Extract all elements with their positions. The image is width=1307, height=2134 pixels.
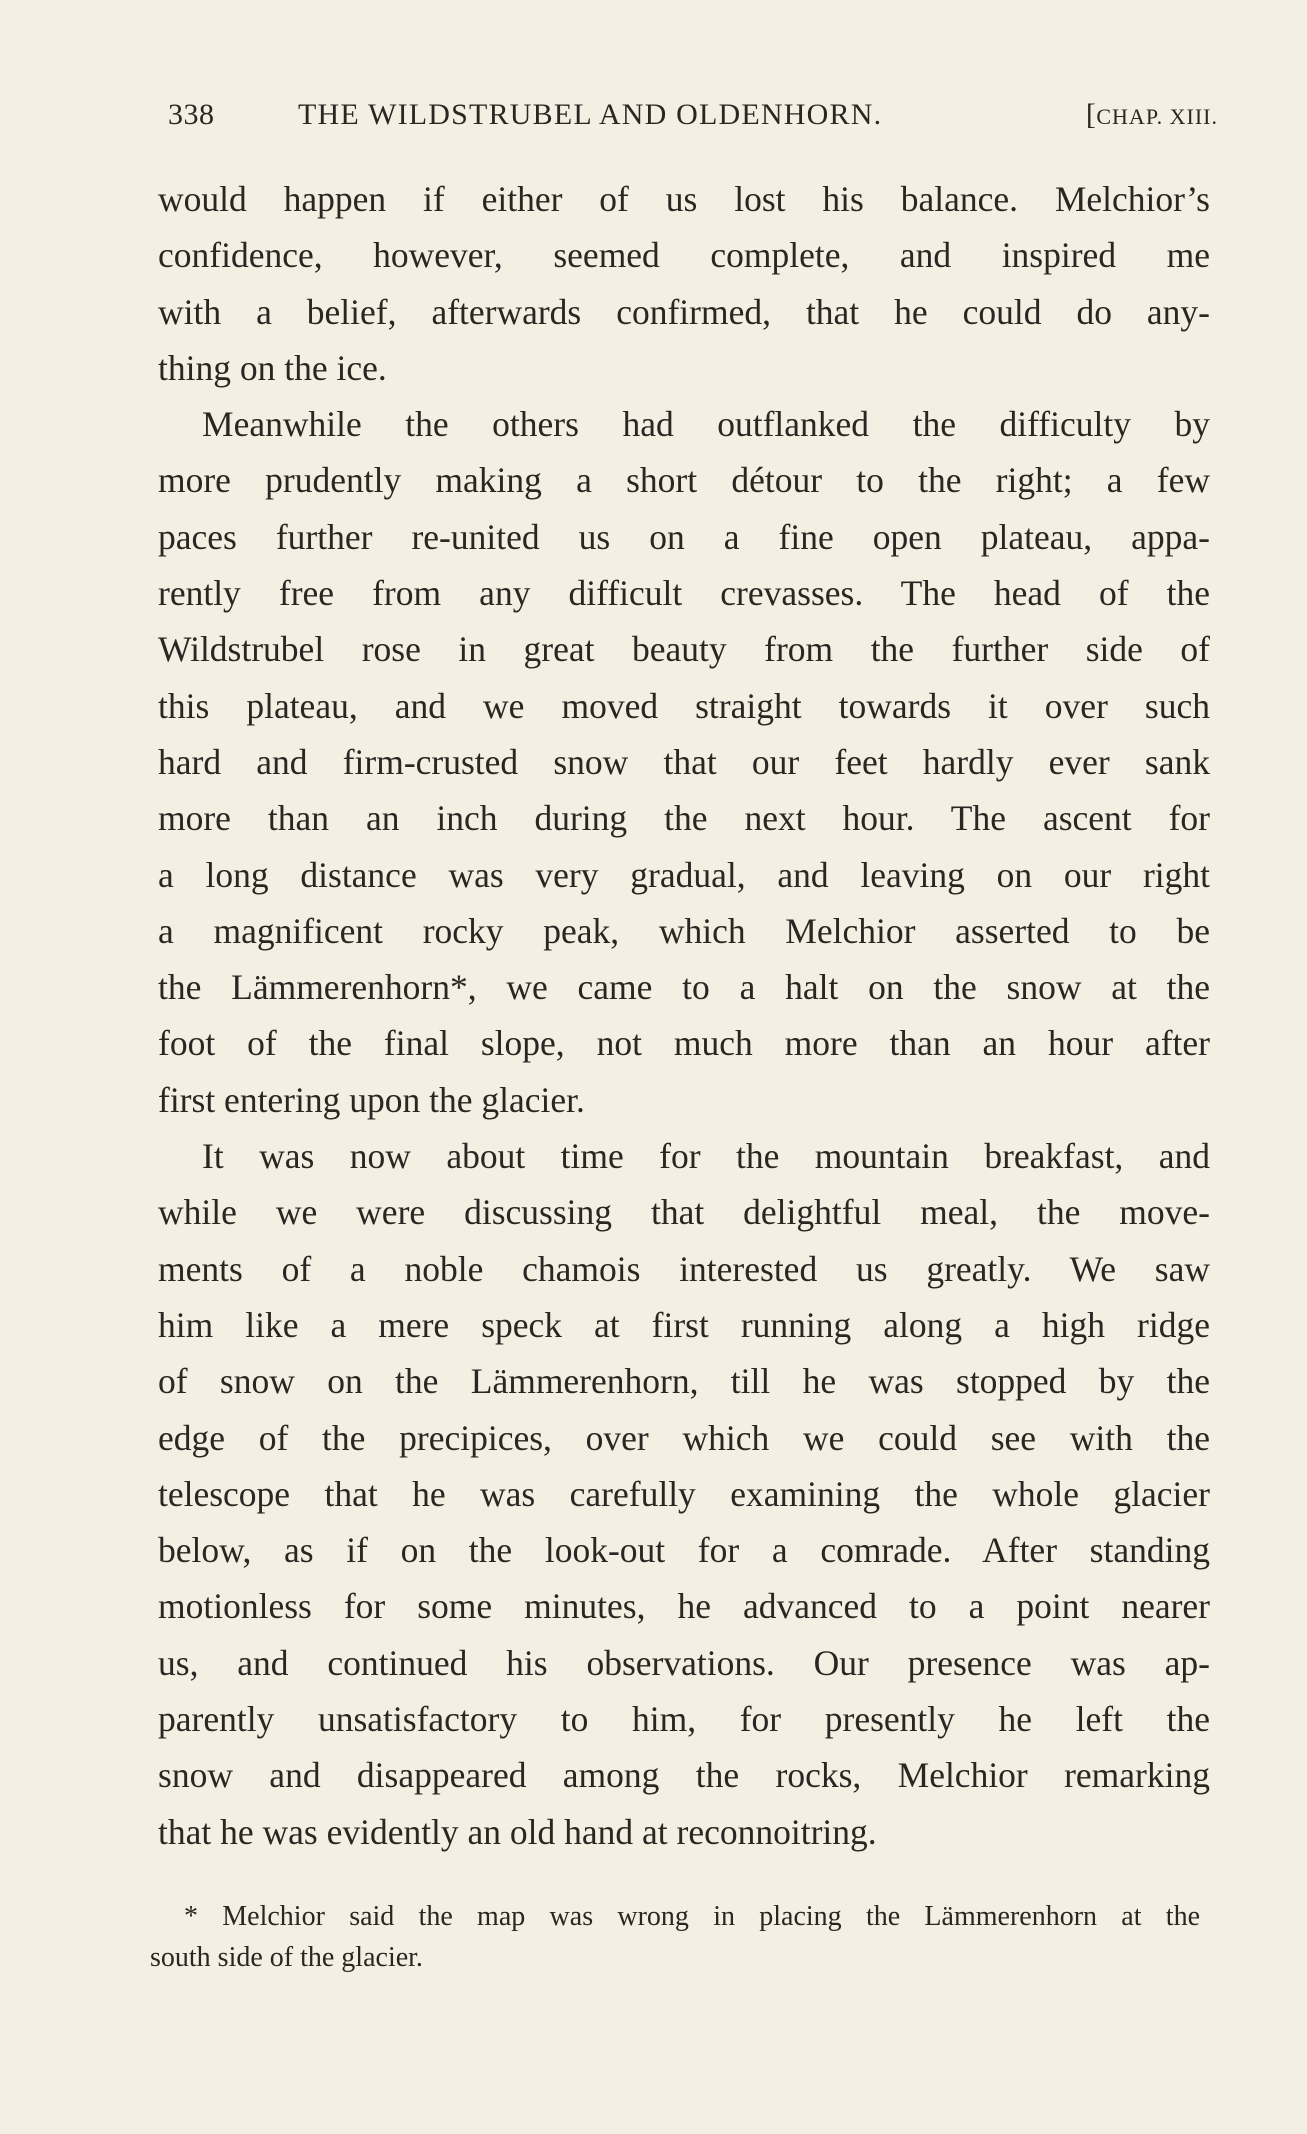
paragraph-3	[158, 1128, 1210, 1860]
paragraph-2	[158, 396, 1210, 1128]
paragraph-1	[158, 171, 1210, 396]
footnote-line: south side of the glacier.	[150, 1942, 423, 1973]
text-line: a long distance was very gradual, and leaving on our right	[158, 854, 1210, 895]
page-number: 338	[168, 98, 215, 131]
text-line: It was now about time for the mountain breakfast, and	[202, 1136, 1210, 1177]
chapter-title: THE WILDSTRUBEL AND OLDENHORN.	[298, 98, 883, 131]
text-line: Wildstrubel rose in great beauty from the further side of	[158, 629, 1210, 670]
text-line: first entering upon the glacier.	[158, 1079, 585, 1120]
body-text	[158, 171, 1210, 1860]
text-line: would happen if either of us lost his balance. Melchior’s	[158, 179, 1210, 219]
text-line: while we were discussing that delightful meal, the move-	[158, 1192, 1210, 1233]
chapter-bracket: [	[1085, 98, 1097, 131]
text-line: snow and disappeared among the rocks, Melchior remarking	[158, 1755, 1210, 1796]
text-line: more prudently making a short détour to the right; a few	[158, 460, 1210, 501]
chapter-label	[1086, 98, 1218, 132]
text-line: Meanwhile the others had outflanked the difficulty by	[202, 404, 1210, 445]
text-line: of snow on the Lämmerenhorn, till he was stopped by the	[158, 1361, 1210, 1402]
text-line: foot of the final slope, not much more than an hour after	[158, 1023, 1210, 1064]
text-line: thing on the ice.	[158, 347, 387, 388]
chapter-number: CHAP. XIII.	[1096, 104, 1218, 129]
text-line: hard and firm-crusted snow that our feet hardly ever sank	[158, 741, 1210, 782]
footnote	[150, 1896, 1200, 1978]
text-line: parently unsatisfactory to him, for presently he left the	[158, 1699, 1210, 1740]
footnote-line: * Melchior said the map was wrong in placing the Lämmerenhorn at the	[184, 1901, 1200, 1932]
text-line: a magnificent rocky peak, which Melchior asserted to be	[158, 910, 1210, 951]
text-line: telescope that he was carefully examining the whole glacier	[158, 1473, 1210, 1514]
text-line: below, as if on the look-out for a comrade. After standing	[158, 1530, 1210, 1571]
text-line: rently free from any difficult crevasses. The head of the	[158, 573, 1210, 614]
text-line: this plateau, and we moved straight towards it over such	[158, 685, 1210, 726]
text-line: him like a mere speck at first running along a high ridge	[158, 1304, 1210, 1345]
text-line: more than an inch during the next hour. The ascent for	[158, 798, 1210, 839]
text-line: paces further re-united us on a fine open plateau, appa-	[158, 516, 1210, 557]
text-line: that he was evidently an old hand at reconnoitring.	[158, 1811, 877, 1852]
text-line: confidence, however, seemed complete, and inspired me	[158, 235, 1210, 276]
text-line: us, and continued his observations. Our presence was ap-	[158, 1642, 1210, 1683]
text-line: the Lämmerenhorn*, we came to a halt on the snow at the	[158, 967, 1210, 1008]
text-line: edge of the precipices, over which we could see with the	[158, 1417, 1210, 1458]
text-line: ments of a noble chamois interested us greatly. We saw	[158, 1248, 1210, 1289]
text-line: with a belief, afterwards confirmed, that he could do any-	[158, 291, 1210, 332]
running-head	[168, 98, 1218, 142]
text-line: motionless for some minutes, he advanced to a point nearer	[158, 1586, 1210, 1627]
